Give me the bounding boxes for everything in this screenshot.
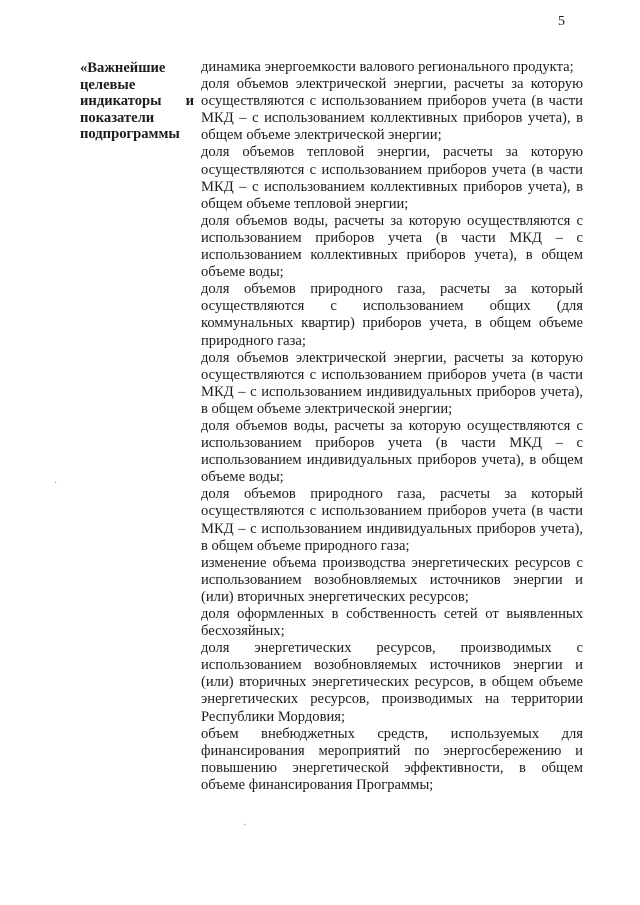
indicator-item: доля объемов электрической энергии, расчеты за которую осуществляются с использованием приборов учета (в части МКД – с использованием индивидуальных приборов учета), в общем объеме электрической энергии; [201, 349, 583, 417]
indicator-item: доля объемов природного газа, расчеты за который осуществляются с использованием общих (для коммунальных квартир) приборов учета, в общем объеме природного газа; [201, 281, 583, 349]
indicator-item: доля объемов тепловой энергии, расчеты за которую осуществляются с использованием приборов учета (в части МКД – с использованием коллективных приборов учета), в общем объеме тепловой энергии; [201, 144, 583, 212]
indicator-item: доля оформленных в собственность сетей от выявленных бесхозяйных; [201, 606, 583, 640]
section-label-line: целевые [80, 76, 136, 93]
page-number: 5 [558, 14, 565, 29]
indicator-list [201, 59, 583, 794]
indicator-item: динамика энергоемкости валового регионального продукта; [201, 59, 574, 75]
indicator-item: доля энергетических ресурсов, производимых с использованием возобновляемых источников энергии и (или) вторичных энергетических ресурсов, в общем объеме энергетических ресурсов, производимых на территории Республики Мордовия; [201, 640, 583, 725]
section-label-line: и [185, 93, 194, 110]
indicator-item: изменение объема производства энергетических ресурсов с использованием возобновляемых источников энергии и (или) вторичных энергетических ресурсов; [201, 554, 583, 605]
section-label [80, 60, 194, 143]
indicator-item: доля объемов воды, расчеты за которую осуществляются с использованием приборов учета (в части МКД – с использованием коллективных приборов учета), в общем объеме воды; [201, 212, 583, 281]
scan-speck: · [243, 820, 247, 831]
section-label-line: показатели [80, 109, 155, 126]
indicator-item: доля объемов воды, расчеты за которую осуществляются с использованием приборов учета (в части МКД – с использованием индивидуальных приборов учета), в общем объеме воды; [201, 417, 583, 486]
indicator-item: доля объемов природного газа, расчеты за который осуществляются с использованием приборов учета (в части МКД – с использованием индивидуальных приборов учета), в общем объеме природного газа; [201, 486, 583, 554]
section-label-line: индикаторы [80, 93, 162, 110]
indicator-item: объем внебюджетных средств, используемых для финансирования мероприятий по энергосбережению и повышению энергетической эффективности, в общем объеме финансирования Программы; [201, 725, 583, 793]
scan-speck: · [54, 478, 58, 489]
indicator-item: доля объемов электрической энергии, расчеты за которую осуществляются с использованием приборов учета (в части МКД – с использованием коллективных приборов учета), в общем объеме электрической энергии; [201, 76, 583, 144]
section-label-line: подпрограммы [80, 126, 180, 143]
section-label-line: «Важнейшие [80, 60, 166, 76]
